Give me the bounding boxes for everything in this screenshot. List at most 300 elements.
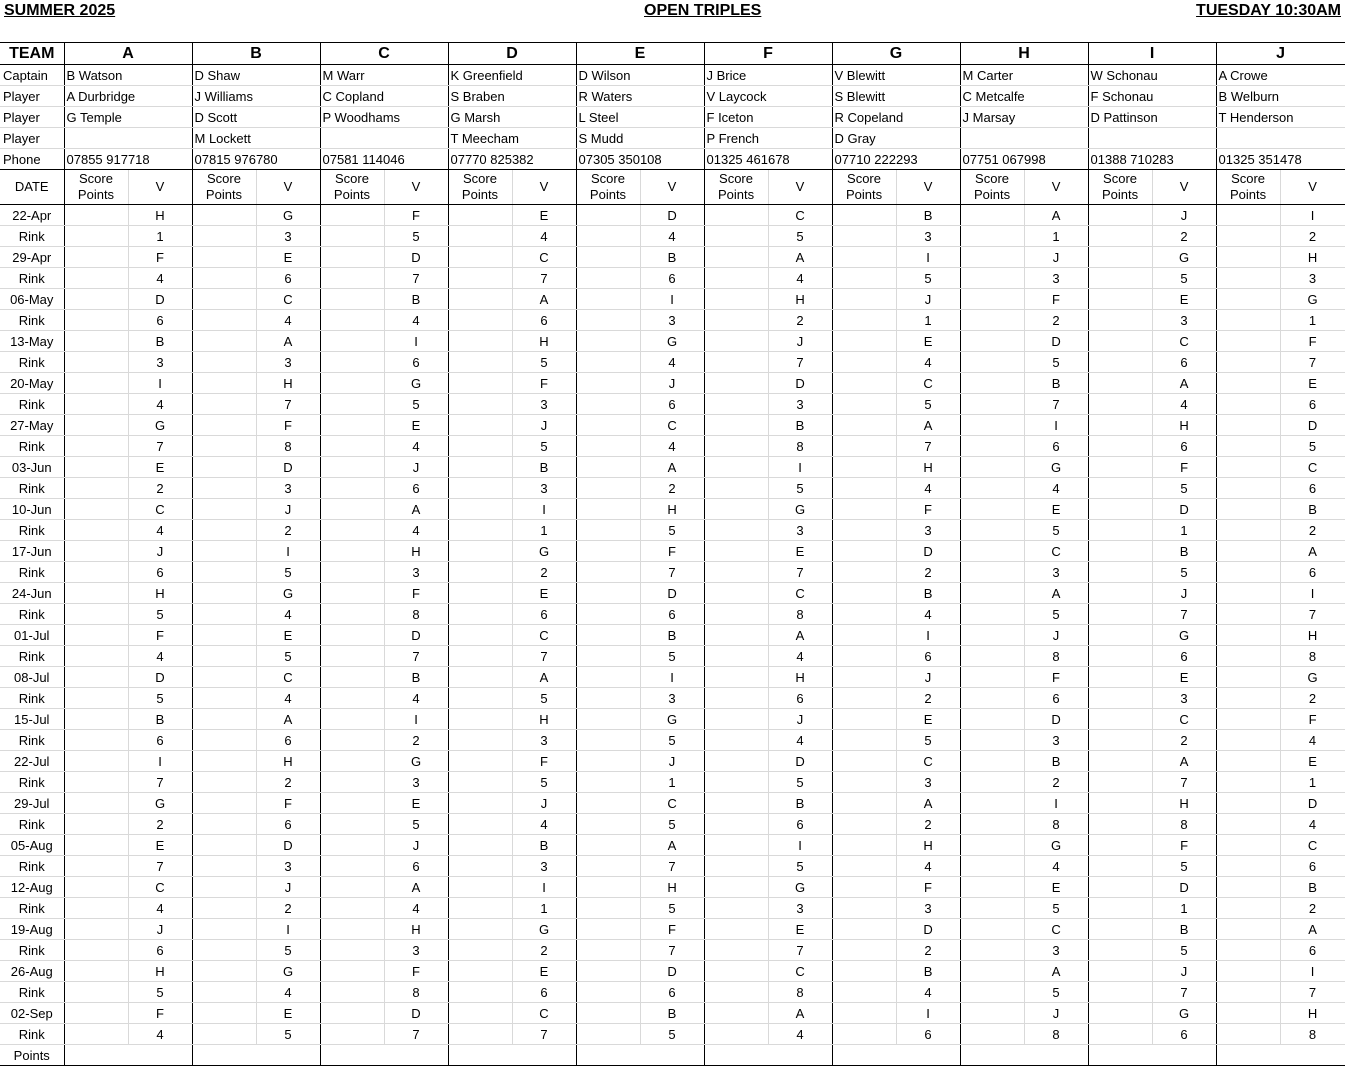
score-points-cell[interactable] [64, 751, 128, 772]
score-points-cell[interactable] [64, 856, 128, 877]
score-points-cell[interactable] [832, 331, 896, 352]
score-points-cell[interactable] [192, 520, 256, 541]
score-points-cell[interactable] [704, 709, 768, 730]
team-e-info-cell[interactable]: L Steel [576, 107, 704, 128]
score-points-cell[interactable] [1088, 268, 1152, 289]
score-points-cell[interactable] [960, 205, 1024, 226]
score-points-cell[interactable] [192, 604, 256, 625]
score-points-cell[interactable] [320, 457, 384, 478]
score-points-cell[interactable] [448, 856, 512, 877]
score-points-cell[interactable] [704, 310, 768, 331]
score-points-cell[interactable] [448, 499, 512, 520]
score-points-cell[interactable] [448, 688, 512, 709]
team-g-info-cell[interactable]: V Blewitt [832, 65, 960, 86]
score-points-cell[interactable] [64, 415, 128, 436]
score-points-cell[interactable] [1088, 457, 1152, 478]
score-points-cell[interactable] [1088, 814, 1152, 835]
score-points-cell[interactable] [192, 394, 256, 415]
score-points-cell[interactable] [1088, 583, 1152, 604]
team-f-info-cell[interactable]: P French [704, 128, 832, 149]
score-points-cell[interactable] [192, 268, 256, 289]
team-b-info-cell[interactable]: D Scott [192, 107, 320, 128]
score-points-cell[interactable] [320, 646, 384, 667]
score-points-cell[interactable] [320, 436, 384, 457]
score-points-cell[interactable] [320, 1003, 384, 1024]
score-points-cell[interactable] [320, 226, 384, 247]
score-points-cell[interactable] [960, 478, 1024, 499]
team-d-info-cell[interactable]: 07770 825382 [448, 149, 576, 170]
score-points-cell[interactable] [64, 226, 128, 247]
score-points-cell[interactable] [64, 835, 128, 856]
score-points-cell[interactable] [320, 352, 384, 373]
team-c-info-cell[interactable]: M Warr [320, 65, 448, 86]
score-points-cell[interactable] [1088, 898, 1152, 919]
team-c-points-total[interactable] [320, 1045, 448, 1066]
score-points-cell[interactable] [448, 205, 512, 226]
score-points-cell[interactable] [704, 226, 768, 247]
score-points-cell[interactable] [448, 793, 512, 814]
score-points-cell[interactable] [1216, 646, 1280, 667]
score-points-cell[interactable] [1216, 730, 1280, 751]
team-h-points-total[interactable] [960, 1045, 1088, 1066]
score-points-cell[interactable] [576, 772, 640, 793]
score-points-cell[interactable] [576, 751, 640, 772]
score-points-cell[interactable] [832, 856, 896, 877]
score-points-cell[interactable] [448, 226, 512, 247]
score-points-cell[interactable] [64, 520, 128, 541]
score-points-cell[interactable] [832, 919, 896, 940]
score-points-cell[interactable] [1216, 394, 1280, 415]
score-points-cell[interactable] [320, 793, 384, 814]
score-points-cell[interactable] [576, 835, 640, 856]
score-points-cell[interactable] [192, 709, 256, 730]
score-points-cell[interactable] [1088, 205, 1152, 226]
score-points-cell[interactable] [704, 247, 768, 268]
score-points-cell[interactable] [576, 247, 640, 268]
score-points-cell[interactable] [64, 688, 128, 709]
team-a-info-cell[interactable]: G Temple [64, 107, 192, 128]
score-points-cell[interactable] [576, 352, 640, 373]
score-points-cell[interactable] [448, 268, 512, 289]
team-a-info-cell[interactable]: A Durbridge [64, 86, 192, 107]
score-points-cell[interactable] [1216, 961, 1280, 982]
team-d-info-cell[interactable]: T Meecham [448, 128, 576, 149]
score-points-cell[interactable] [448, 520, 512, 541]
score-points-cell[interactable] [64, 205, 128, 226]
score-points-cell[interactable] [192, 562, 256, 583]
score-points-cell[interactable] [192, 415, 256, 436]
team-d-info-cell[interactable]: S Braben [448, 86, 576, 107]
score-points-cell[interactable] [576, 520, 640, 541]
score-points-cell[interactable] [576, 478, 640, 499]
score-points-cell[interactable] [1088, 646, 1152, 667]
team-j-info-cell[interactable] [1216, 128, 1345, 149]
score-points-cell[interactable] [704, 1003, 768, 1024]
score-points-cell[interactable] [832, 352, 896, 373]
score-points-cell[interactable] [832, 373, 896, 394]
score-points-cell[interactable] [1088, 1024, 1152, 1045]
score-points-cell[interactable] [1216, 415, 1280, 436]
score-points-cell[interactable] [1216, 688, 1280, 709]
score-points-cell[interactable] [192, 961, 256, 982]
score-points-cell[interactable] [1088, 226, 1152, 247]
score-points-cell[interactable] [320, 415, 384, 436]
score-points-cell[interactable] [1216, 373, 1280, 394]
score-points-cell[interactable] [1216, 478, 1280, 499]
score-points-cell[interactable] [576, 310, 640, 331]
score-points-cell[interactable] [320, 499, 384, 520]
score-points-cell[interactable] [704, 499, 768, 520]
score-points-cell[interactable] [832, 562, 896, 583]
score-points-cell[interactable] [832, 877, 896, 898]
score-points-cell[interactable] [1088, 352, 1152, 373]
team-i-info-cell[interactable] [1088, 128, 1216, 149]
score-points-cell[interactable] [576, 814, 640, 835]
score-points-cell[interactable] [192, 856, 256, 877]
score-points-cell[interactable] [1216, 898, 1280, 919]
score-points-cell[interactable] [960, 457, 1024, 478]
score-points-cell[interactable] [1088, 919, 1152, 940]
score-points-cell[interactable] [1088, 940, 1152, 961]
score-points-cell[interactable] [704, 877, 768, 898]
score-points-cell[interactable] [960, 268, 1024, 289]
score-points-cell[interactable] [320, 478, 384, 499]
score-points-cell[interactable] [960, 436, 1024, 457]
score-points-cell[interactable] [960, 226, 1024, 247]
score-points-cell[interactable] [704, 688, 768, 709]
score-points-cell[interactable] [960, 541, 1024, 562]
score-points-cell[interactable] [704, 205, 768, 226]
score-points-cell[interactable] [1088, 793, 1152, 814]
score-points-cell[interactable] [960, 856, 1024, 877]
score-points-cell[interactable] [832, 436, 896, 457]
team-e-info-cell[interactable]: S Mudd [576, 128, 704, 149]
score-points-cell[interactable] [192, 289, 256, 310]
team-a-points-total[interactable] [64, 1045, 192, 1066]
score-points-cell[interactable] [320, 604, 384, 625]
score-points-cell[interactable] [832, 1024, 896, 1045]
score-points-cell[interactable] [64, 877, 128, 898]
score-points-cell[interactable] [64, 562, 128, 583]
score-points-cell[interactable] [448, 919, 512, 940]
score-points-cell[interactable] [832, 709, 896, 730]
score-points-cell[interactable] [64, 982, 128, 1003]
score-points-cell[interactable] [64, 478, 128, 499]
score-points-cell[interactable] [192, 352, 256, 373]
score-points-cell[interactable] [832, 583, 896, 604]
score-points-cell[interactable] [192, 667, 256, 688]
score-points-cell[interactable] [1088, 625, 1152, 646]
score-points-cell[interactable] [960, 709, 1024, 730]
score-points-cell[interactable] [320, 772, 384, 793]
score-points-cell[interactable] [320, 394, 384, 415]
score-points-cell[interactable] [576, 226, 640, 247]
score-points-cell[interactable] [832, 814, 896, 835]
score-points-cell[interactable] [1216, 772, 1280, 793]
score-points-cell[interactable] [832, 205, 896, 226]
team-d-info-cell[interactable]: G Marsh [448, 107, 576, 128]
score-points-cell[interactable] [320, 961, 384, 982]
score-points-cell[interactable] [576, 583, 640, 604]
score-points-cell[interactable] [576, 940, 640, 961]
team-b-info-cell[interactable]: 07815 976780 [192, 149, 320, 170]
team-g-points-total[interactable] [832, 1045, 960, 1066]
score-points-cell[interactable] [192, 940, 256, 961]
score-points-cell[interactable] [448, 730, 512, 751]
score-points-cell[interactable] [704, 562, 768, 583]
score-points-cell[interactable] [704, 583, 768, 604]
score-points-cell[interactable] [832, 478, 896, 499]
score-points-cell[interactable] [1216, 436, 1280, 457]
score-points-cell[interactable] [960, 835, 1024, 856]
score-points-cell[interactable] [192, 457, 256, 478]
score-points-cell[interactable] [832, 667, 896, 688]
score-points-cell[interactable] [960, 583, 1024, 604]
score-points-cell[interactable] [448, 352, 512, 373]
score-points-cell[interactable] [704, 268, 768, 289]
score-points-cell[interactable] [64, 247, 128, 268]
score-points-cell[interactable] [576, 499, 640, 520]
score-points-cell[interactable] [1088, 541, 1152, 562]
score-points-cell[interactable] [64, 625, 128, 646]
score-points-cell[interactable] [1216, 205, 1280, 226]
score-points-cell[interactable] [1088, 730, 1152, 751]
score-points-cell[interactable] [1088, 520, 1152, 541]
score-points-cell[interactable] [1216, 541, 1280, 562]
score-points-cell[interactable] [448, 625, 512, 646]
score-points-cell[interactable] [960, 499, 1024, 520]
score-points-cell[interactable] [64, 814, 128, 835]
team-f-info-cell[interactable]: J Brice [704, 65, 832, 86]
score-points-cell[interactable] [576, 667, 640, 688]
score-points-cell[interactable] [64, 499, 128, 520]
score-points-cell[interactable] [1088, 1003, 1152, 1024]
score-points-cell[interactable] [192, 772, 256, 793]
score-points-cell[interactable] [192, 436, 256, 457]
score-points-cell[interactable] [448, 394, 512, 415]
score-points-cell[interactable] [576, 1003, 640, 1024]
team-j-points-total[interactable] [1216, 1045, 1345, 1066]
score-points-cell[interactable] [576, 289, 640, 310]
score-points-cell[interactable] [64, 1003, 128, 1024]
score-points-cell[interactable] [320, 310, 384, 331]
score-points-cell[interactable] [960, 331, 1024, 352]
team-g-info-cell[interactable]: R Copeland [832, 107, 960, 128]
score-points-cell[interactable] [576, 205, 640, 226]
score-points-cell[interactable] [64, 268, 128, 289]
score-points-cell[interactable] [832, 793, 896, 814]
score-points-cell[interactable] [832, 940, 896, 961]
score-points-cell[interactable] [192, 982, 256, 1003]
team-i-info-cell[interactable]: W Schonau [1088, 65, 1216, 86]
score-points-cell[interactable] [192, 625, 256, 646]
score-points-cell[interactable] [192, 1024, 256, 1045]
score-points-cell[interactable] [192, 688, 256, 709]
score-points-cell[interactable] [704, 373, 768, 394]
score-points-cell[interactable] [320, 373, 384, 394]
team-d-info-cell[interactable]: K Greenfield [448, 65, 576, 86]
score-points-cell[interactable] [576, 415, 640, 436]
score-points-cell[interactable] [448, 562, 512, 583]
score-points-cell[interactable] [960, 562, 1024, 583]
team-i-info-cell[interactable]: F Schonau [1088, 86, 1216, 107]
score-points-cell[interactable] [320, 751, 384, 772]
score-points-cell[interactable] [1216, 331, 1280, 352]
score-points-cell[interactable] [1216, 289, 1280, 310]
score-points-cell[interactable] [704, 814, 768, 835]
team-h-info-cell[interactable]: J Marsay [960, 107, 1088, 128]
score-points-cell[interactable] [1088, 247, 1152, 268]
score-points-cell[interactable] [192, 205, 256, 226]
score-points-cell[interactable] [448, 478, 512, 499]
score-points-cell[interactable] [576, 877, 640, 898]
score-points-cell[interactable] [320, 919, 384, 940]
score-points-cell[interactable] [448, 331, 512, 352]
score-points-cell[interactable] [576, 331, 640, 352]
score-points-cell[interactable] [1088, 751, 1152, 772]
team-h-info-cell[interactable]: M Carter [960, 65, 1088, 86]
score-points-cell[interactable] [704, 940, 768, 961]
score-points-cell[interactable] [1088, 688, 1152, 709]
score-points-cell[interactable] [1216, 310, 1280, 331]
score-points-cell[interactable] [448, 814, 512, 835]
score-points-cell[interactable] [1216, 562, 1280, 583]
score-points-cell[interactable] [64, 457, 128, 478]
score-points-cell[interactable] [704, 289, 768, 310]
score-points-cell[interactable] [576, 961, 640, 982]
score-points-cell[interactable] [832, 751, 896, 772]
score-points-cell[interactable] [1088, 856, 1152, 877]
score-points-cell[interactable] [448, 751, 512, 772]
score-points-cell[interactable] [64, 604, 128, 625]
score-points-cell[interactable] [64, 667, 128, 688]
score-points-cell[interactable] [1216, 268, 1280, 289]
score-points-cell[interactable] [64, 373, 128, 394]
score-points-cell[interactable] [1216, 709, 1280, 730]
score-points-cell[interactable] [320, 898, 384, 919]
score-points-cell[interactable] [960, 982, 1024, 1003]
score-points-cell[interactable] [320, 982, 384, 1003]
score-points-cell[interactable] [1216, 247, 1280, 268]
score-points-cell[interactable] [960, 520, 1024, 541]
score-points-cell[interactable] [192, 478, 256, 499]
score-points-cell[interactable] [960, 814, 1024, 835]
team-e-info-cell[interactable]: R Waters [576, 86, 704, 107]
score-points-cell[interactable] [320, 625, 384, 646]
score-points-cell[interactable] [576, 268, 640, 289]
score-points-cell[interactable] [1216, 814, 1280, 835]
score-points-cell[interactable] [704, 541, 768, 562]
score-points-cell[interactable] [576, 373, 640, 394]
score-points-cell[interactable] [448, 1003, 512, 1024]
score-points-cell[interactable] [320, 268, 384, 289]
score-points-cell[interactable] [320, 1024, 384, 1045]
score-points-cell[interactable] [576, 919, 640, 940]
score-points-cell[interactable] [1088, 667, 1152, 688]
score-points-cell[interactable] [704, 520, 768, 541]
team-e-info-cell[interactable]: D Wilson [576, 65, 704, 86]
score-points-cell[interactable] [960, 604, 1024, 625]
score-points-cell[interactable] [64, 961, 128, 982]
score-points-cell[interactable] [1216, 667, 1280, 688]
score-points-cell[interactable] [576, 709, 640, 730]
score-points-cell[interactable] [576, 625, 640, 646]
score-points-cell[interactable] [448, 457, 512, 478]
score-points-cell[interactable] [1216, 604, 1280, 625]
score-points-cell[interactable] [576, 1024, 640, 1045]
score-points-cell[interactable] [448, 646, 512, 667]
score-points-cell[interactable] [704, 919, 768, 940]
score-points-cell[interactable] [1216, 793, 1280, 814]
score-points-cell[interactable] [64, 793, 128, 814]
team-j-info-cell[interactable]: T Henderson [1216, 107, 1345, 128]
score-points-cell[interactable] [960, 772, 1024, 793]
score-points-cell[interactable] [1216, 1024, 1280, 1045]
score-points-cell[interactable] [448, 436, 512, 457]
score-points-cell[interactable] [960, 940, 1024, 961]
score-points-cell[interactable] [576, 394, 640, 415]
score-points-cell[interactable] [704, 961, 768, 982]
score-points-cell[interactable] [1088, 709, 1152, 730]
score-points-cell[interactable] [1216, 877, 1280, 898]
score-points-cell[interactable] [1216, 625, 1280, 646]
score-points-cell[interactable] [832, 961, 896, 982]
score-points-cell[interactable] [832, 625, 896, 646]
score-points-cell[interactable] [192, 310, 256, 331]
team-b-info-cell[interactable]: M Lockett [192, 128, 320, 149]
score-points-cell[interactable] [960, 646, 1024, 667]
score-points-cell[interactable] [960, 289, 1024, 310]
score-points-cell[interactable] [64, 583, 128, 604]
team-g-info-cell[interactable]: S Blewitt [832, 86, 960, 107]
score-points-cell[interactable] [64, 709, 128, 730]
score-points-cell[interactable] [832, 394, 896, 415]
score-points-cell[interactable] [704, 856, 768, 877]
score-points-cell[interactable] [1216, 583, 1280, 604]
score-points-cell[interactable] [320, 583, 384, 604]
score-points-cell[interactable] [192, 751, 256, 772]
score-points-cell[interactable] [1088, 394, 1152, 415]
score-points-cell[interactable] [1216, 352, 1280, 373]
score-points-cell[interactable] [448, 961, 512, 982]
team-j-info-cell[interactable]: A Crowe [1216, 65, 1345, 86]
score-points-cell[interactable] [960, 1024, 1024, 1045]
score-points-cell[interactable] [576, 604, 640, 625]
score-points-cell[interactable] [960, 667, 1024, 688]
score-points-cell[interactable] [192, 730, 256, 751]
score-points-cell[interactable] [832, 835, 896, 856]
score-points-cell[interactable] [448, 604, 512, 625]
score-points-cell[interactable] [960, 625, 1024, 646]
score-points-cell[interactable] [192, 814, 256, 835]
score-points-cell[interactable] [1088, 373, 1152, 394]
team-h-info-cell[interactable]: C Metcalfe [960, 86, 1088, 107]
score-points-cell[interactable] [576, 856, 640, 877]
score-points-cell[interactable] [1216, 835, 1280, 856]
team-b-info-cell[interactable]: D Shaw [192, 65, 320, 86]
score-points-cell[interactable] [192, 835, 256, 856]
score-points-cell[interactable] [704, 667, 768, 688]
score-points-cell[interactable] [192, 1003, 256, 1024]
team-c-info-cell[interactable]: P Woodhams [320, 107, 448, 128]
score-points-cell[interactable] [320, 730, 384, 751]
score-points-cell[interactable] [448, 772, 512, 793]
score-points-cell[interactable] [576, 562, 640, 583]
score-points-cell[interactable] [960, 1003, 1024, 1024]
score-points-cell[interactable] [320, 940, 384, 961]
score-points-cell[interactable] [960, 961, 1024, 982]
score-points-cell[interactable] [832, 289, 896, 310]
